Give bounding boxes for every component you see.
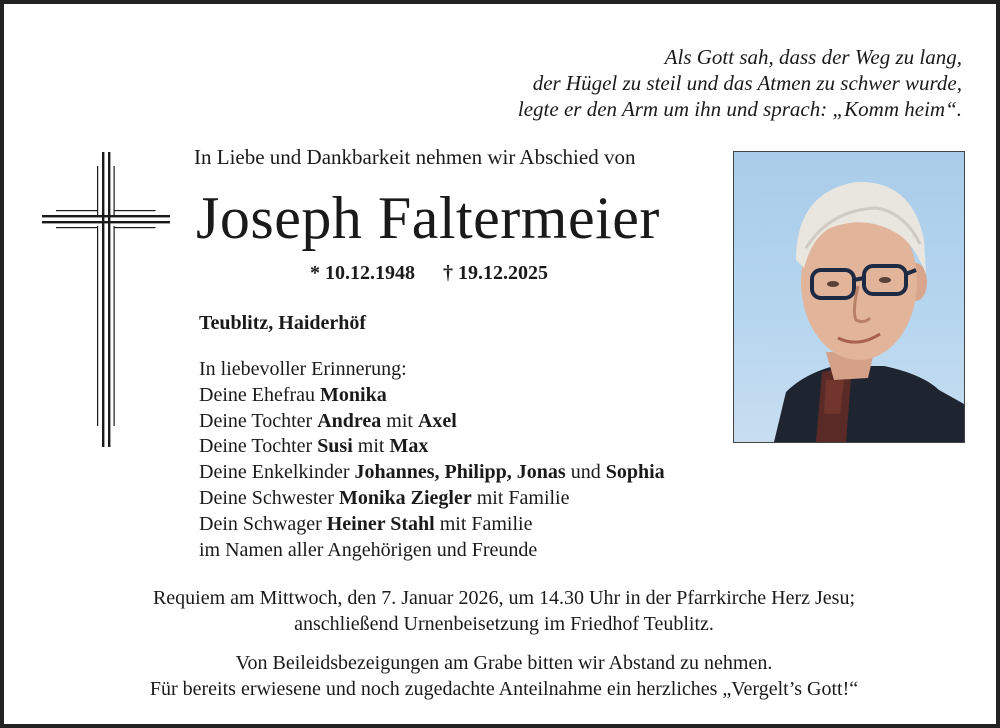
death-date: † 19.12.2025 xyxy=(443,262,548,284)
mourner-line: Deine Ehefrau Monika xyxy=(199,383,387,406)
deceased-name: Joseph Faltermeier xyxy=(196,185,660,251)
mourner-line: Deine Schwester Monika Ziegler mit Familie xyxy=(199,486,570,509)
service-line: Requiem am Mittwoch, den 7. Januar 2026, um 14.30 Uhr in der Pfarrkirche Herz Jesu; xyxy=(152,587,856,609)
farewell-intro: In Liebe und Dankbarkeit nehmen wir Abschied von xyxy=(194,145,636,169)
quote-line: der Hügel zu steil und das Atmen zu schwer wurde, xyxy=(532,71,962,95)
mourner-line: im Namen aller Angehörigen und Freunde xyxy=(199,538,538,561)
service-info xyxy=(4,585,1000,637)
mourner-line: Deine Enkelkinder Johannes, Philipp, Jonas und Sophia xyxy=(199,461,665,484)
portrait-photo xyxy=(733,151,965,443)
quote-line: Als Gott sah, dass der Weg zu lang, xyxy=(664,45,962,69)
life-dates xyxy=(310,262,548,285)
mourner-line: Deine Tochter Andrea mit Axel xyxy=(199,409,457,432)
mourners-heading: In liebevoller Erinnerung: xyxy=(199,358,407,380)
mourner-line: Dein Schwager Heiner Stahl mit Familie xyxy=(199,512,533,535)
closing-note xyxy=(4,650,1000,702)
closing-line: Für bereits erwiesene und noch zugedachte Anteilnahme ein herzliches „Vergelt’s Gott!“ xyxy=(149,678,859,700)
residence: Teublitz, Haiderhöf xyxy=(199,312,367,334)
quote-line: legte er den Arm um ihn und sprach: „Komm heim“. xyxy=(517,97,962,121)
birth-date: * 10.12.1948 xyxy=(310,262,415,284)
mourner-line: Deine Tochter Susi mit Max xyxy=(199,435,429,458)
memorial-quote xyxy=(362,44,962,122)
mourners-list xyxy=(199,357,665,563)
closing-line: Von Beileidsbezeigungen am Grabe bitten wir Abstand zu nehmen. xyxy=(235,652,773,674)
service-line: anschließend Urnenbeisetzung im Friedhof Teublitz. xyxy=(294,613,714,635)
cross-icon xyxy=(42,152,170,447)
